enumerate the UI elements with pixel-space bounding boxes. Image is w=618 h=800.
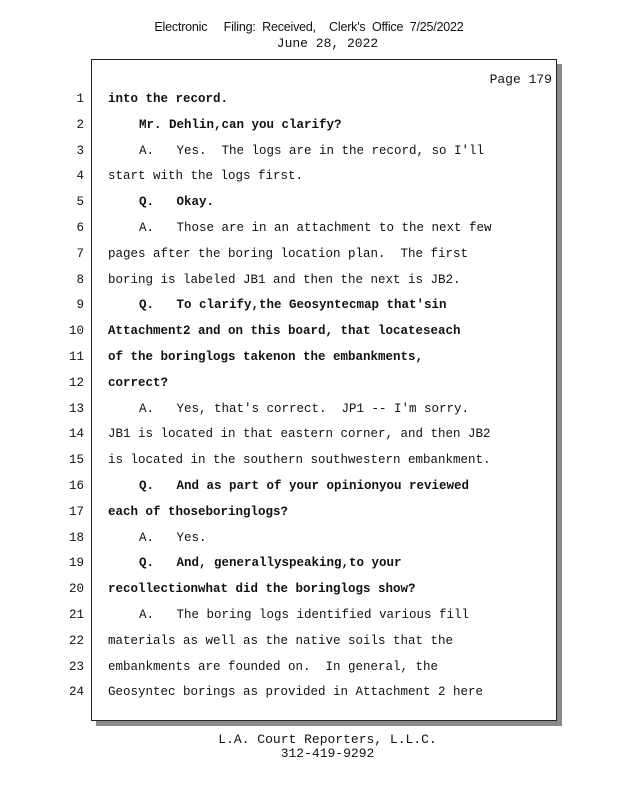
transcript-line	[0, 270, 618, 296]
line-text: boring is labeled JB1 and then the next is JB2.	[108, 272, 461, 287]
transcript-line	[0, 399, 618, 425]
line-number: 14	[68, 427, 84, 442]
transcript-line	[0, 321, 618, 347]
line-number: 9	[76, 298, 84, 313]
line-text: each of thoseboringlogs?	[108, 504, 289, 519]
filing-stamp: Electronic Filing: Received, Clerk's Office 7/25/2022	[154, 20, 464, 34]
transcript-line	[0, 553, 618, 579]
transcript-line	[0, 424, 618, 450]
reporter-phone: 312-419-9292	[280, 746, 375, 761]
line-number: 6	[76, 221, 84, 235]
transcript-line	[0, 450, 618, 476]
line-text: Mr. Dehlin,can you clarify?	[139, 117, 342, 132]
transcript-line	[0, 579, 618, 605]
line-text: Q. Okay.	[139, 195, 215, 210]
line-text: of the boringlogs takenon the embankments,	[108, 350, 424, 364]
line-number: 1	[76, 92, 84, 106]
transcript-line	[0, 89, 618, 115]
line-text: is located in the southern southwestern embankment.	[108, 453, 491, 468]
line-number: 5	[76, 195, 84, 210]
line-text: correct?	[108, 375, 169, 390]
line-text: JB1 is located in that eastern corner, and then JB2	[108, 427, 491, 442]
transcript-line	[0, 192, 618, 218]
line-number: 3	[76, 143, 84, 158]
line-number: 24	[68, 685, 84, 700]
line-number: 10	[68, 324, 84, 339]
line-text: Q. And, generallyspeaking,to your	[139, 556, 402, 571]
line-number: 2	[76, 117, 84, 132]
line-number: 15	[68, 453, 84, 468]
transcript-line	[0, 502, 618, 528]
line-text: embankments are founded on. In general, the	[108, 659, 439, 674]
line-number: 16	[68, 479, 84, 493]
line-number: 11	[68, 350, 84, 364]
footer	[0, 733, 618, 761]
transcript-line	[0, 605, 618, 631]
line-number: 21	[68, 608, 84, 622]
transcript-line	[0, 218, 618, 244]
transcript-line	[0, 115, 618, 141]
transcript-line	[0, 682, 618, 708]
line-text: Q. And as part of your opinionyou reviewed	[139, 479, 470, 493]
line-number: 4	[76, 169, 84, 184]
line-number: 13	[68, 401, 84, 416]
reporter-company: L.A. Court Reporters, L.L.C.	[218, 732, 437, 747]
transcript-line	[0, 476, 618, 502]
line-text: recollectionwhat did the boringlogs show?	[108, 582, 416, 597]
transcript-line	[0, 373, 618, 399]
line-text: A. Those are in an attachment to the next few	[139, 221, 492, 235]
line-number: 12	[68, 375, 84, 390]
line-number: 7	[76, 246, 84, 261]
transcript-line	[0, 528, 618, 554]
transcript-line	[0, 244, 618, 270]
line-text: Geosyntec borings as provided in Attachment 2 here	[108, 685, 484, 700]
transcript-line	[0, 295, 618, 321]
line-text: A. Yes, that's correct. JP1 -- I'm sorry.	[139, 401, 470, 416]
line-number: 17	[68, 504, 84, 519]
transcript-line	[0, 166, 618, 192]
line-number: 18	[68, 530, 84, 545]
transcript-line	[0, 631, 618, 657]
header-date: June 28, 2022	[276, 36, 379, 51]
page-number: Page 179	[489, 72, 552, 87]
line-number: 22	[68, 633, 84, 648]
line-text: A. Yes.	[139, 530, 207, 545]
line-text: A. The boring logs identified various fill	[139, 608, 470, 622]
line-text: Attachment2 and on this board, that locateseach	[108, 324, 461, 339]
transcript-line	[0, 657, 618, 683]
line-text: Q. To clarify,the Geosyntecmap that'sin	[139, 298, 447, 313]
line-number: 8	[76, 272, 84, 287]
line-number: 20	[68, 582, 84, 597]
line-number: 19	[68, 556, 84, 571]
line-number: 23	[68, 659, 84, 674]
line-text: start with the logs first.	[108, 169, 304, 184]
line-text: materials as well as the native soils that the	[108, 633, 454, 648]
transcript-line	[0, 347, 618, 373]
line-text: A. Yes. The logs are in the record, so I'll	[139, 143, 485, 158]
line-text: into the record.	[108, 92, 229, 106]
transcript-line	[0, 141, 618, 167]
line-text: pages after the boring location plan. The first	[108, 246, 469, 261]
